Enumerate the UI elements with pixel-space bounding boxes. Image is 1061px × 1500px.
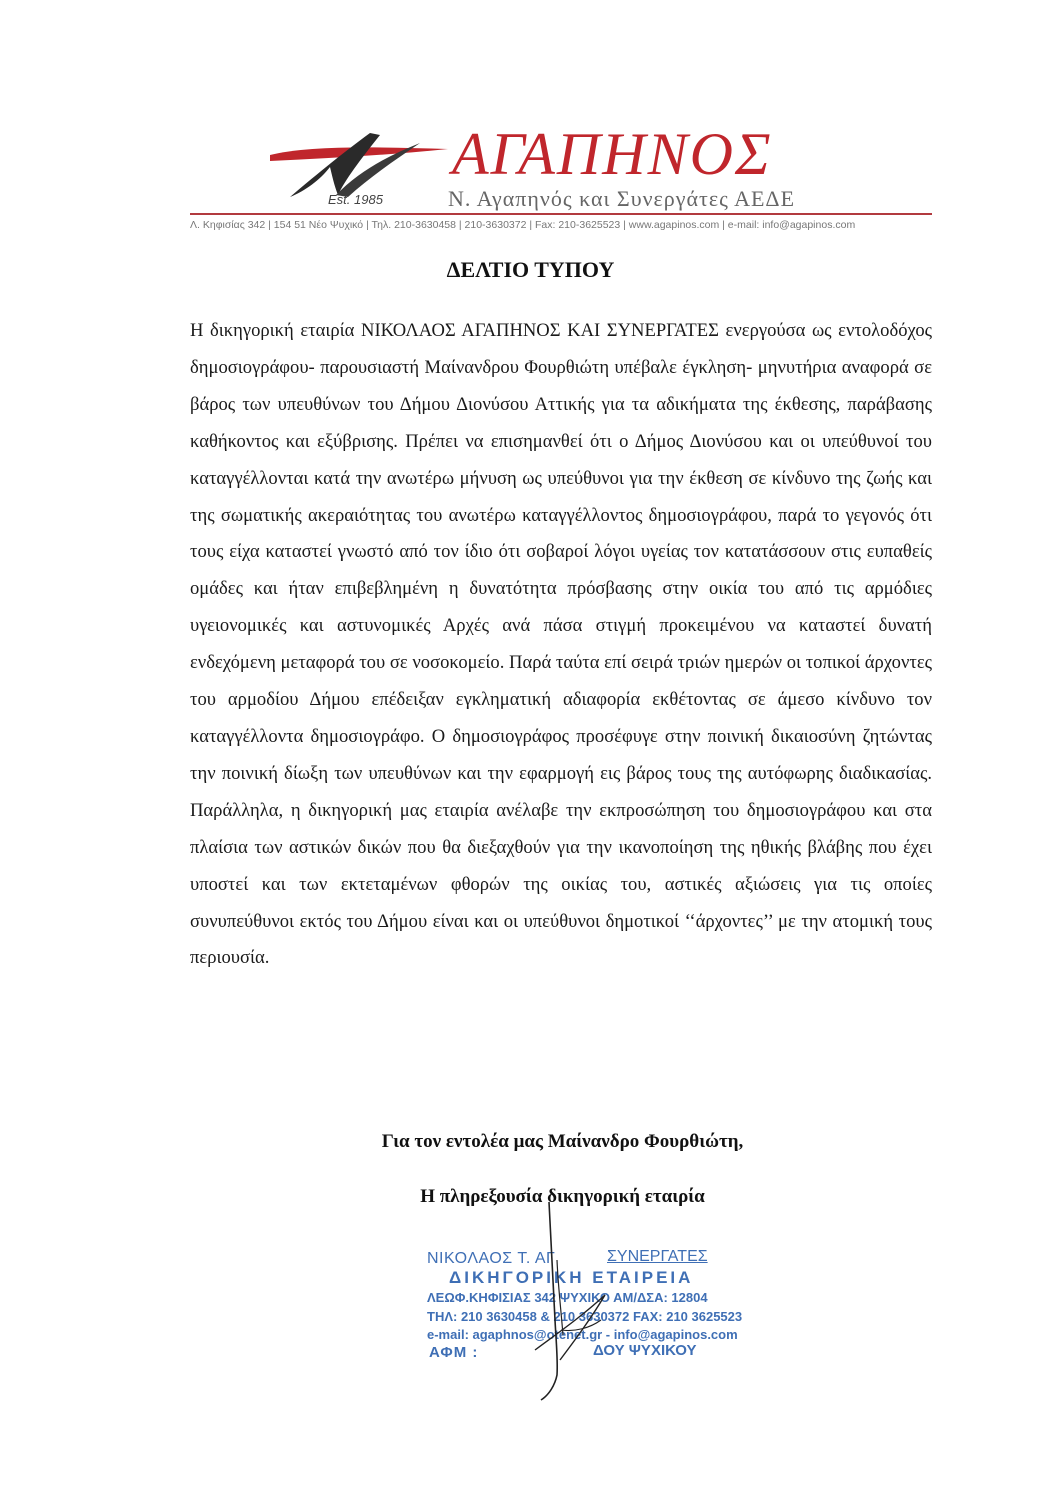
header-divider xyxy=(190,213,932,215)
stamp-line: ΝΙΚΟΛΑΟΣ Τ. ΑΓ xyxy=(427,1250,556,1267)
stamp-line: ΛΕΩΦ.ΚΗΦΙΣΙΑΣ 342 ΨΥΧΙΚΟ ΑΜ/ΔΣΑ: 12804 xyxy=(427,1290,708,1305)
contact-line: Λ. Κηφισίας 342 | 154 51 Νέο Ψυχικό | Τηλ. 210-3630458 | 210-3630372 | Fax: 210-3625523 | www.agapinos.com | e-mail: info@agapinos.com xyxy=(190,219,856,231)
closing-line-firm: Η πληρεξουσία δικηγορική εταιρία xyxy=(420,1186,705,1207)
letterhead xyxy=(190,120,935,240)
document-title: ΔΕΛΤΙΟ ΤΥΠΟΥ xyxy=(446,257,615,282)
closing-line-client: Για τον εντολέα μας Μαίνανδρο Φουρθιώτη, xyxy=(381,1131,744,1152)
stamp-line: ΤΗΛ: 210 3630458 & 210 3630372 FAX: 210 3625523 xyxy=(427,1309,743,1324)
stamp-line: e-mail: agaphnos@otenet.gr - info@agapinos.com xyxy=(427,1327,738,1342)
brand-subtitle: Ν. Αγαπηνός και Συνεργάτες ΑΕΔΕ xyxy=(448,186,796,211)
established-label: Est. 1985 xyxy=(328,192,383,207)
stamp-line: ΔΟΥ ΨΥΧΙΚΟΥ xyxy=(593,1342,697,1359)
press-release-body: Η δικηγορική εταιρία ΝΙΚΟΛΑΟΣ ΑΓΑΠΗΝΟΣ ΚΑΙ ΣΥΝΕΡΓΑΤΕΣ ενεργούσα ως εντολοδόχος δημοσιογράφου- παρουσιαστή Μαίνανδρου Φουρθιώτη υπέβαλε έγκληση- μηνυτήρια αναφορά σε βάρος των υπευθύνων του Δήμου Διονύσου Αττικής για τα αδικήματα της έκθεσης, παράβασης καθήκοντος και εξύβρισης. Πρέπει να επισημανθεί ότι ο Δήμος Διονύσου και οι υπεύθυνοί του καταγγέλλονται κατά την ανωτέρω μήνυση ως υπεύθυνοι για την έκθεση σε κίνδυνο της ζωής και της σωματικής ακεραιότητας του ανωτέρω καταγγέλλοντος δημοσιογράφου, παρά το γεγονός ότι τους είχα καταστεί γνωστό από τον ίδιο ότι σοβαροί λόγοι υγείας τον κατατάσσουν στις ευπαθείς ομάδες και ήταν επιβεβλημένη η δυνατότητα πρόσβασης στην οικία του από τις αρμόδιες υγειονομικές και αστυνομικές Αρχές ανά πάσα στιγμή προκειμένου να καταστεί δυνατή ενδεχόμενη μεταφορά του σε νοσοκομείο. Παρά ταύτα επί σειρά τριών ημερών οι τοπικοί άρχοντες του αρμοδίου Δήμου επέδειξαν εγκληματική αδιαφορία εκθέτοντας σε άμεσο κίνδυνο τον καταγγέλλοντα δημοσιογράφο. Ο δημοσιογράφος προσέφυγε στην ποινική δικαιοσύνη ζητώντας την ποινική δίωξη των υπευθύνων και την εφαρμογή εις βάρος τους της αυτόφωρης διαδικασίας. Παράλληλα, η δικηγορική μας εταιρία ανέλαβε την εκπροσώπηση του δημοσιογράφου και στα πλαίσια των αστικών δικών που θα διεξαχθούν για την ικανοποίηση της ηθικής βλάβης που έχει υποστεί και των εκτεταμένων φθορών της οικίας του, αστικές αξιώσεις για τις οποίες συνυπεύθυνοι εκτός του Δήμου είναι και οι υπεύθυνοι δημοτικοί ‘‘άρχοντες’’ με την ατομική τους περιουσία. xyxy=(190,320,932,969)
stamp-line: ΑΦΜ : xyxy=(429,1344,479,1361)
brand-name: ΑΓΑΠΗΝΟΣ xyxy=(452,121,773,187)
signature-icon xyxy=(505,1200,615,1405)
stamp-line: ΣΥΝΕΡΓΑΤΕΣ xyxy=(607,1248,708,1265)
stamp-line: ΔΙΚΗΓΟΡΙΚΗ ΕΤΑΙΡΕΙΑ xyxy=(449,1268,694,1287)
